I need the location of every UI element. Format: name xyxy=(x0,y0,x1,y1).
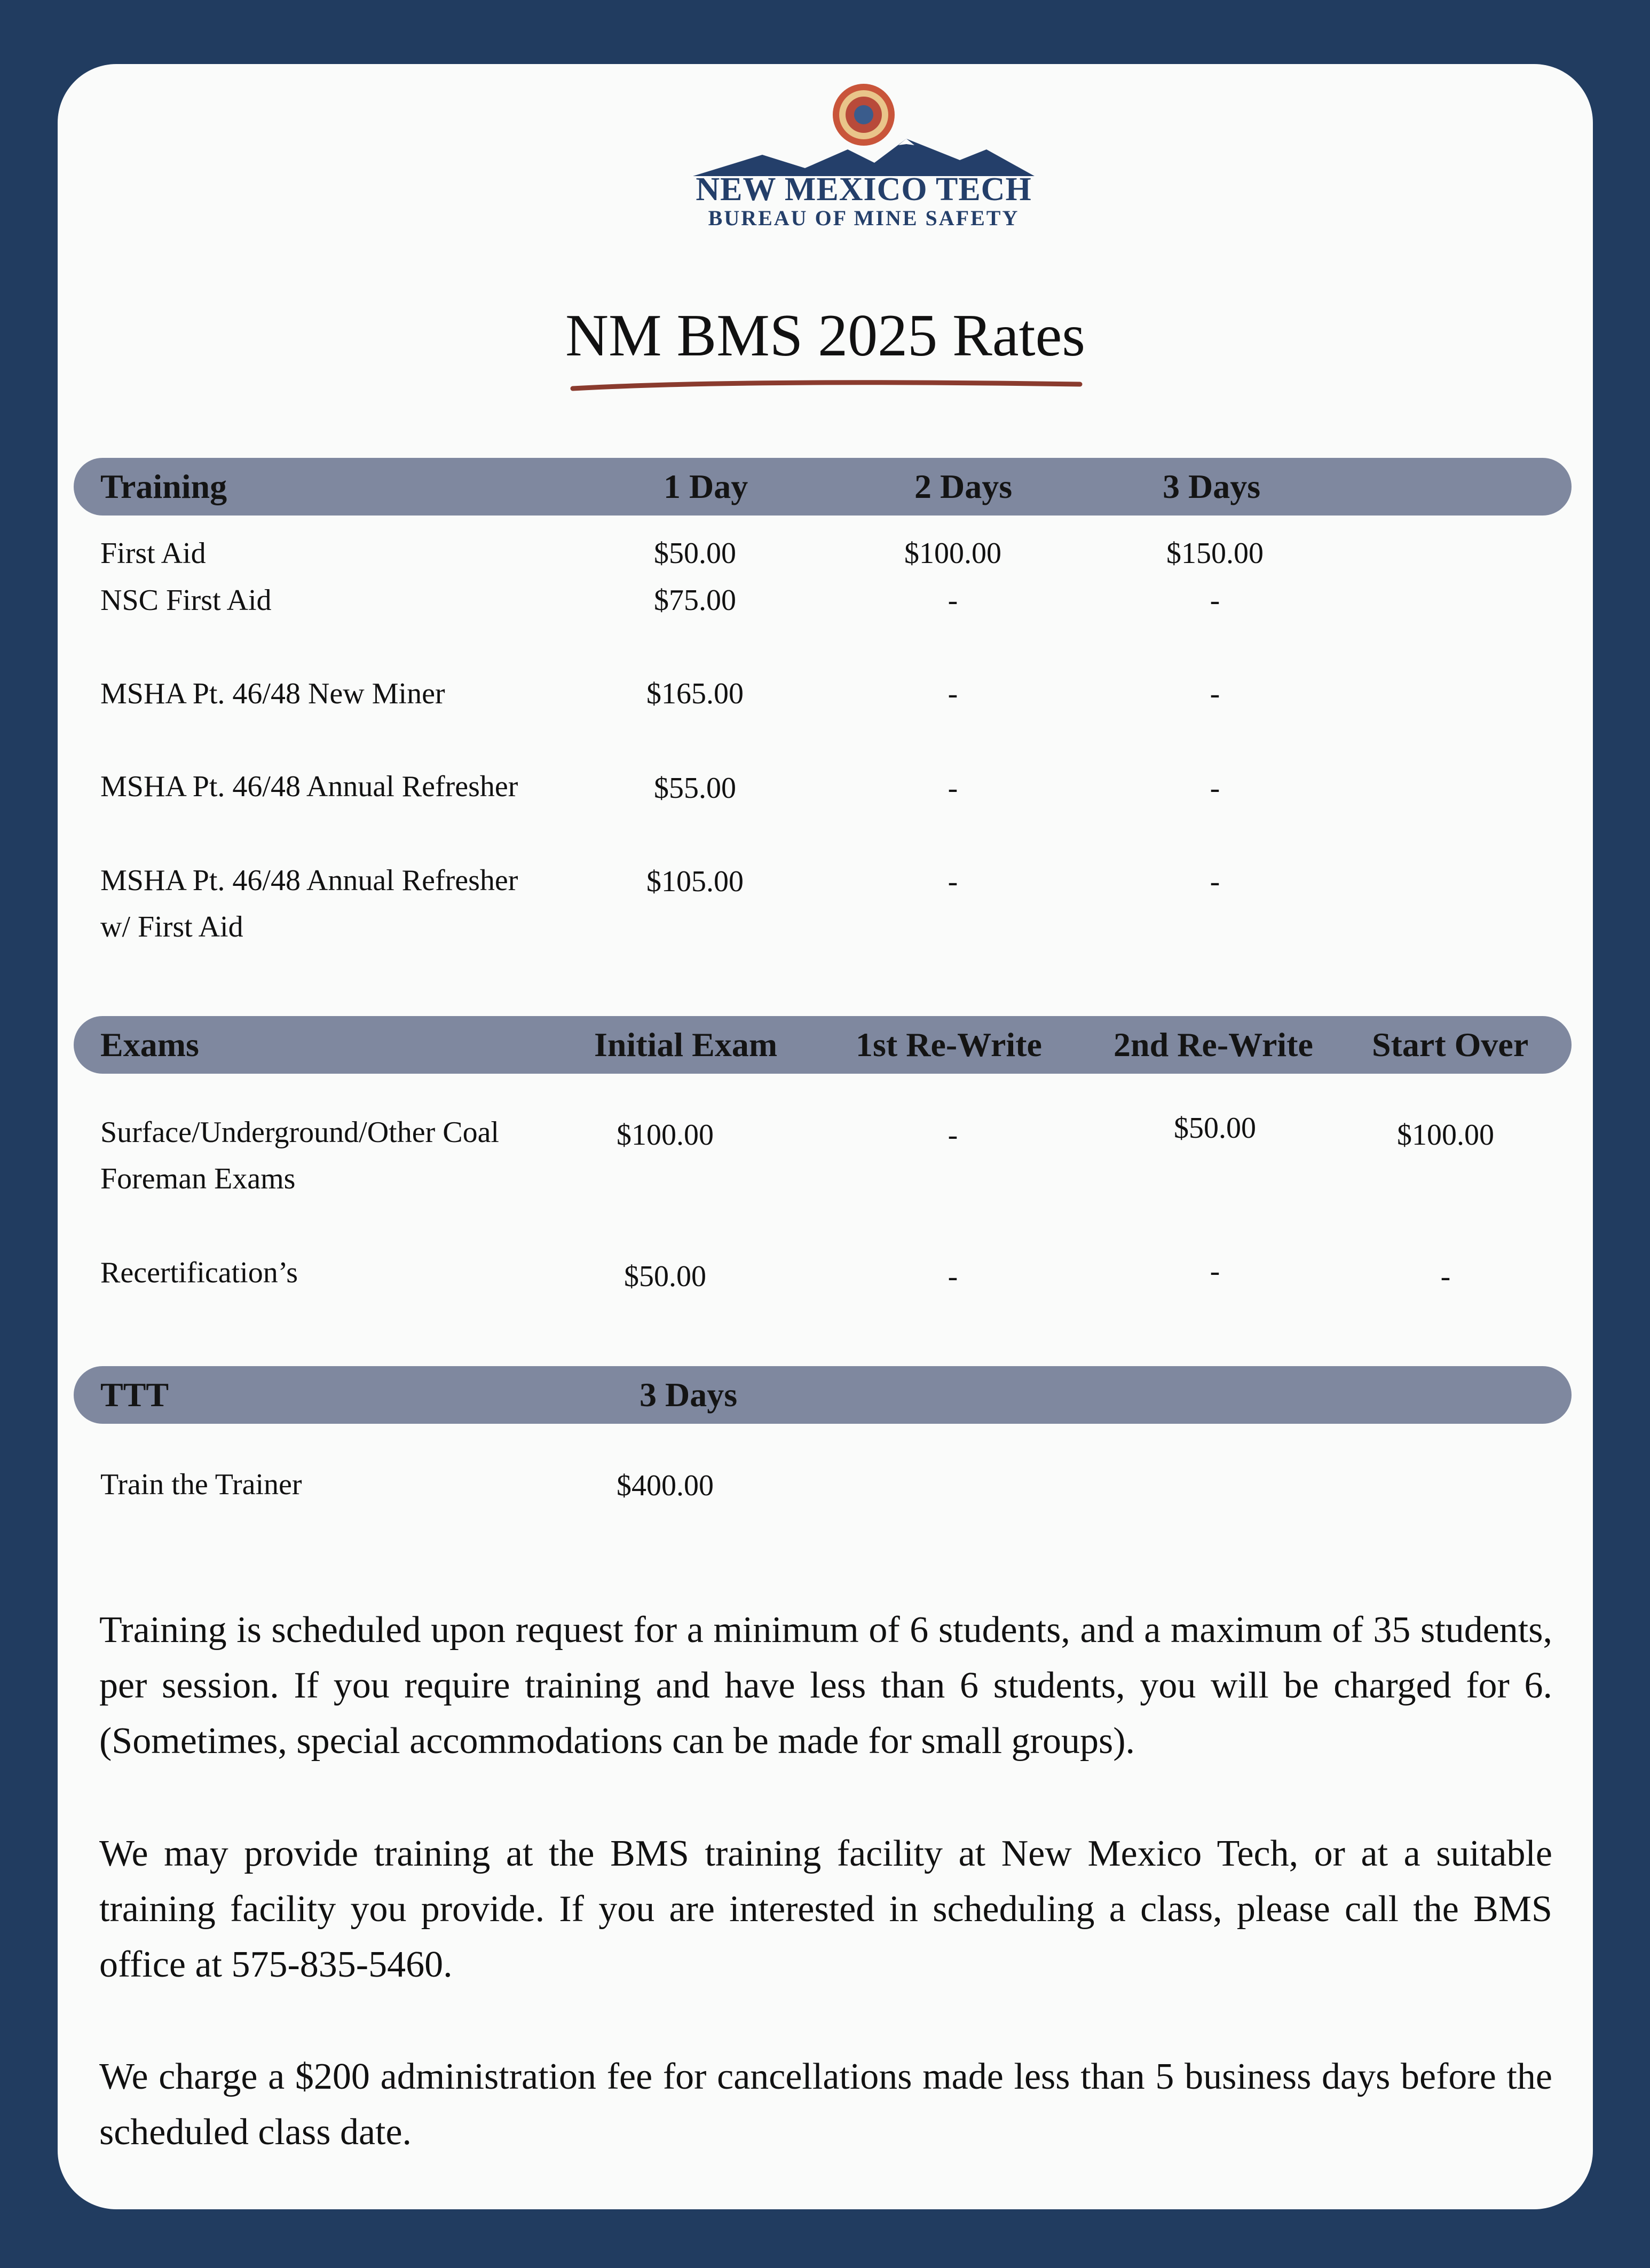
row-2nd-rewrite: - xyxy=(1210,1255,1220,1288)
row-name: NSC First Aid xyxy=(100,584,272,617)
row-2-days: - xyxy=(948,865,958,898)
row-2-days: - xyxy=(948,584,958,617)
location-paragraph: We may provide training at the BMS training facility at New Mexico Tech, or at a suitable training facility you provide. If you are interested in scheduling a class, please call the BMS office at 575-835-5460. xyxy=(99,1833,1552,1985)
exams-header-bar xyxy=(74,1016,1572,1074)
row-initial-exam: $100.00 xyxy=(617,1119,714,1152)
header-3-days: 3 Days xyxy=(1163,467,1261,505)
row-1-day: $165.00 xyxy=(646,677,744,710)
row-2-days: - xyxy=(948,677,958,710)
logo-subtitle: BUREAU OF MINE SAFETY xyxy=(708,206,1020,230)
cancellation-paragraph: We charge a $200 administration fee for cancellations made less than 5 business days before the scheduled class date. xyxy=(99,2056,1552,2153)
header-start-over: Start Over xyxy=(1372,1026,1529,1064)
row-3-days: - xyxy=(1210,677,1220,710)
training-header-bar xyxy=(74,458,1572,516)
header-2-days: 2 Days xyxy=(914,467,1013,505)
ttt-header-bar xyxy=(74,1366,1572,1424)
row-1st-rewrite: - xyxy=(948,1119,958,1152)
row-start-over: $100.00 xyxy=(1397,1119,1494,1152)
page-title: NM BMS 2025 Rates xyxy=(565,303,1085,369)
rates-card xyxy=(58,64,1593,2209)
row-1st-rewrite: - xyxy=(948,1260,958,1293)
nmt-logo xyxy=(682,69,1045,229)
row-3-days: - xyxy=(1210,772,1220,805)
row-3-days: - xyxy=(1210,584,1220,617)
header-exams: Exams xyxy=(100,1026,199,1064)
row-name-line-2: Foreman Exams xyxy=(100,1162,296,1195)
row-name: First Aid xyxy=(100,537,206,570)
row-3-days: - xyxy=(1210,865,1220,898)
row-3-days: $150.00 xyxy=(1166,537,1264,570)
title-underline xyxy=(570,379,1083,395)
row-2-days: - xyxy=(948,772,958,805)
row-name: MSHA Pt. 46/48 Annual Refresher xyxy=(100,770,518,803)
header-training: Training xyxy=(100,467,227,505)
row-2-days: $100.00 xyxy=(904,537,1001,570)
row-name: MSHA Pt. 46/48 Annual Refresher xyxy=(100,864,518,897)
row-1-day: $55.00 xyxy=(654,772,736,805)
header-3-days: 3 Days xyxy=(640,1376,738,1414)
row-3-days: $400.00 xyxy=(617,1469,714,1502)
header-1-day: 1 Day xyxy=(664,467,748,505)
header-initial-exam: Initial Exam xyxy=(594,1026,778,1064)
header-1st-rewrite: 1st Re-Write xyxy=(856,1026,1042,1064)
row-name: Recertification’s xyxy=(100,1256,298,1289)
row-name: MSHA Pt. 46/48 New Miner xyxy=(100,677,445,710)
row-1-day: $50.00 xyxy=(654,537,736,570)
header-ttt: TTT xyxy=(100,1376,169,1414)
row-2nd-rewrite: $50.00 xyxy=(1174,1112,1256,1145)
logo-name: NEW MEXICO TECH xyxy=(696,171,1032,208)
row-start-over: - xyxy=(1440,1260,1451,1293)
row-name: Surface/Underground/Other Coal xyxy=(100,1116,499,1149)
row-initial-exam: $50.00 xyxy=(624,1260,706,1293)
scheduling-paragraph: Training is scheduled upon request for a minimum of 6 students, and a maximum of 35 students, per session. If you require training and have less than 6 students, you will be charged for 6. (Sometimes, special accommodations can be made for small groups). xyxy=(99,1609,1552,1762)
row-name: Train the Trainer xyxy=(100,1468,302,1501)
header-2nd-rewrite: 2nd Re-Write xyxy=(1114,1026,1313,1064)
row-1-day: $75.00 xyxy=(654,584,736,617)
row-name-line-2: w/ First Aid xyxy=(100,910,243,943)
row-1-day: $105.00 xyxy=(646,865,744,898)
